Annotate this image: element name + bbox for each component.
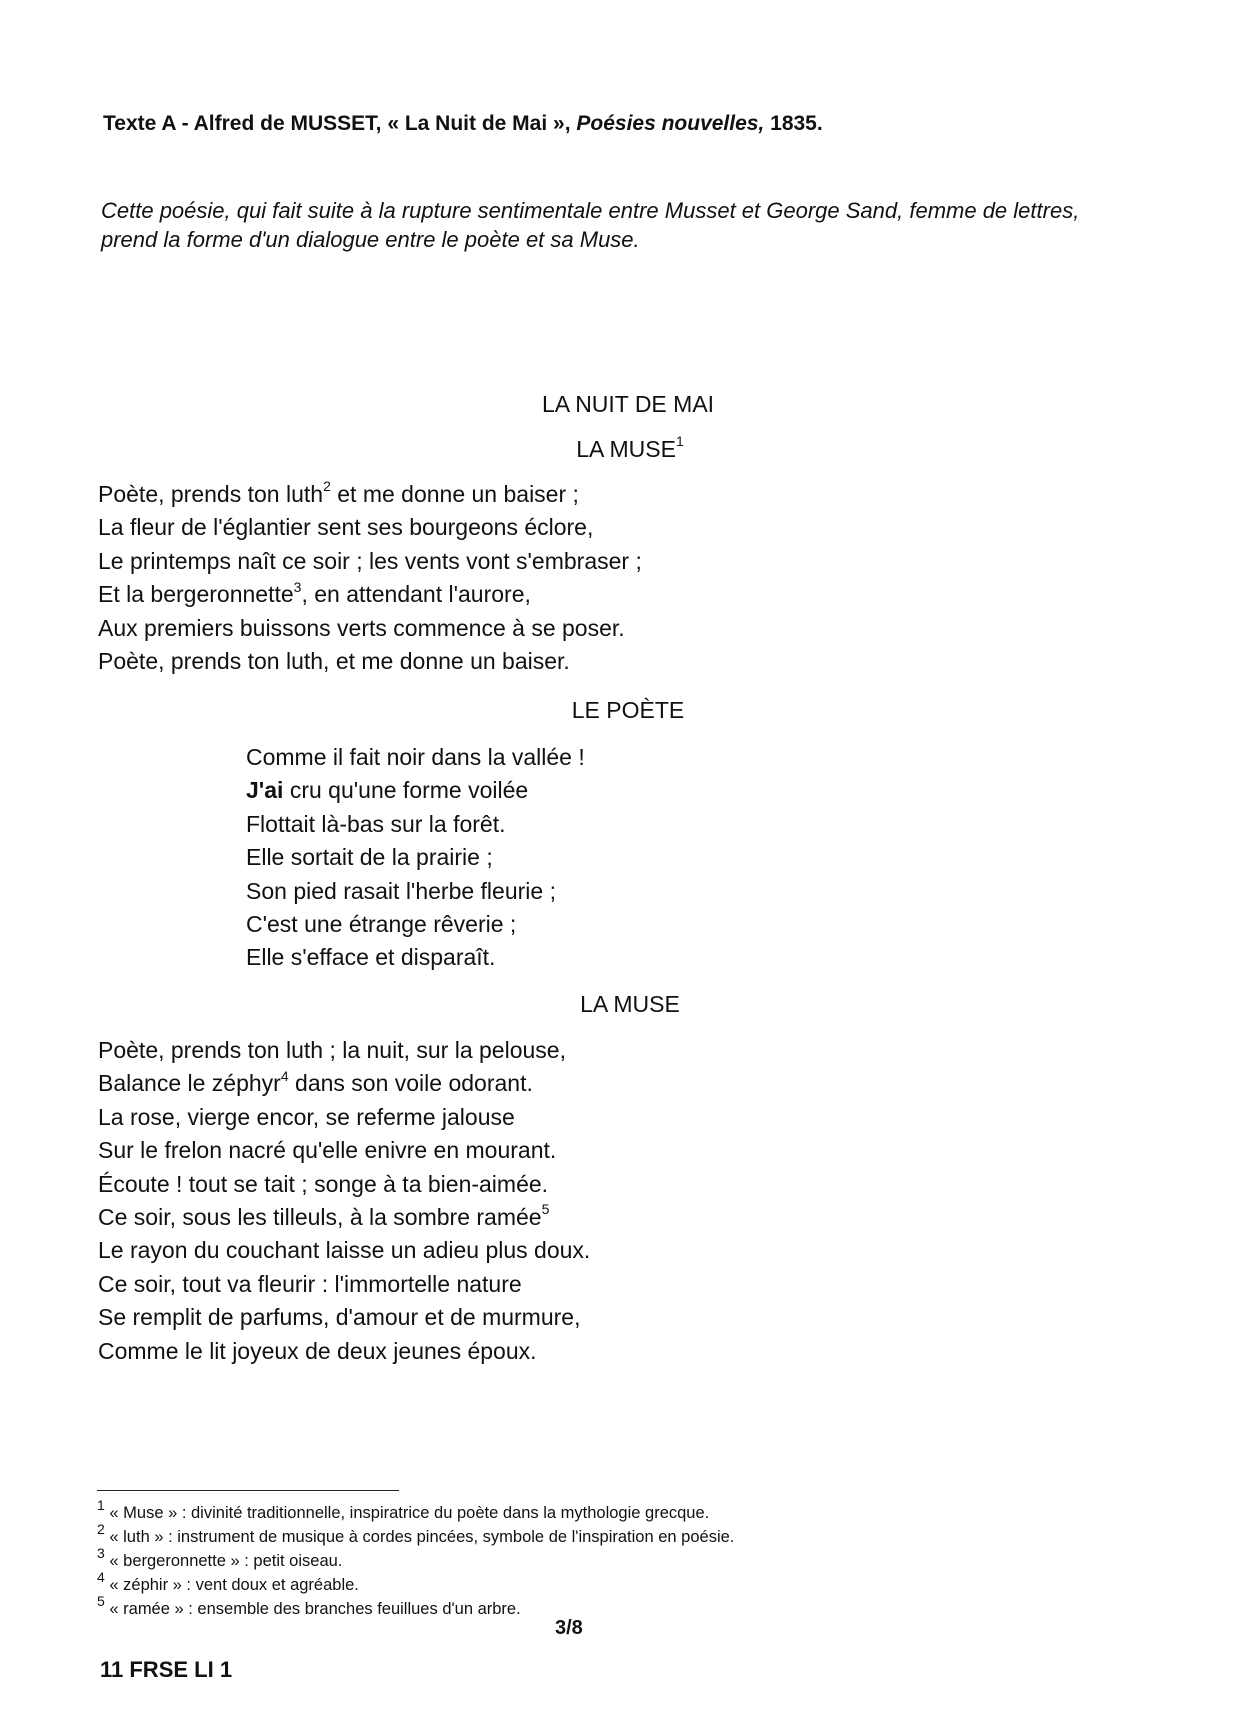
footnote-ref: 5 xyxy=(541,1201,550,1218)
footnote-ref: 3 xyxy=(293,578,302,595)
stanza-3 xyxy=(98,1034,590,1368)
verse-bold-word: J'ai xyxy=(246,777,284,804)
document-code: 11 FRSE LI 1 xyxy=(100,1657,233,1682)
verse-line: La rose, vierge encor, se referme jalouse xyxy=(98,1103,515,1130)
verse-line: Sur le frelon nacré qu'elle enivre en mourant. xyxy=(98,1137,557,1164)
verse-line: Se remplit de parfums, d'amour et de murmure, xyxy=(98,1304,581,1331)
verse-line: Comme il fait noir dans la vallée ! xyxy=(246,744,585,770)
verse-line: Poète, prends ton luth$^2$ et me donne un baiser ; xyxy=(98,478,579,507)
verse-line: La fleur de l'églantier sent ses bourgeons éclore, xyxy=(98,514,594,541)
verse-line: Balance le zéphyr$^4$ dans son voile odorant. xyxy=(98,1067,533,1097)
page-number: 3/8 xyxy=(555,1617,583,1639)
verse-line: Poète, prends ton luth, et me donne un baiser. xyxy=(98,648,570,675)
verse-line: Ce soir, tout va fleurir : l'immortelle nature xyxy=(98,1270,522,1297)
poem-title: LA NUIT DE MAI xyxy=(541,391,715,417)
footnotes xyxy=(97,1496,735,1621)
footnote-ref: 2 xyxy=(323,478,331,495)
verse-line: Son pied rasait l'herbe fleurie ; xyxy=(246,877,556,904)
footnote-ref: 4 xyxy=(280,1067,289,1084)
footnote: $^3$ « bergeronnette » : petit oiseau. xyxy=(97,1544,343,1570)
verse-line: Le printemps naît ce soir ; les vents vont s'embraser ; xyxy=(98,547,642,574)
verse-line: J'ai cru qu'une forme voilée xyxy=(246,777,529,804)
footnote: $^2$ « luth » : instrument de musique à cordes pincées, symbole de l'inspiration en poésie. xyxy=(97,1520,735,1546)
stanza-2 xyxy=(246,741,585,975)
verse-line: Écoute ! tout se tait ; songe à ta bien-aimée. xyxy=(98,1170,549,1197)
verse-line: Elle sortait de la prairie ; xyxy=(246,844,493,871)
verse-line: Le rayon du couchant laisse un adieu plus doux. xyxy=(98,1237,591,1264)
verse-line: Elle s'efface et disparaît. xyxy=(246,944,496,971)
footnote-divider xyxy=(97,1490,399,1491)
verse-line: Poète, prends ton luth ; la nuit, sur la pelouse, xyxy=(98,1037,566,1063)
speaker-le-poete: LE POÈTE xyxy=(571,697,685,723)
verse-line: Aux premiers buissons verts commence à se poser. xyxy=(98,614,625,641)
speaker-la-muse-1 xyxy=(6,433,1248,463)
intro-paragraph: Cette poésie, qui fait suite à la rupture sentimentale entre Musset et George Sand, femme de lettres, prend la forme d'un dialogue entre le poète et sa Muse. xyxy=(101,198,1080,252)
speaker-label: LA MUSE xyxy=(576,436,676,462)
verse-line: Et la bergeronnette$^3$, en attendant l'aurore, xyxy=(98,578,531,608)
verse-line: C'est une étrange rêverie ; xyxy=(246,911,517,938)
document-heading xyxy=(103,112,823,136)
verse-line: Ce soir, sous les tilleuls, à la sombre ramée$^5$ xyxy=(98,1201,550,1231)
footnote-ref: 1 xyxy=(675,433,684,450)
footnote: $^1$ « Muse » : divinité traditionnelle, inspiratrice du poète dans la mythologie grecque. xyxy=(97,1496,710,1522)
verse-line: Comme le lit joyeux de deux jeunes époux. xyxy=(98,1337,537,1364)
stanza-1 xyxy=(98,478,642,678)
verse-line: Flottait là-bas sur la forêt. xyxy=(246,810,506,837)
footnote: $^5$ « ramée » : ensemble des branches feuillues d'un arbre. xyxy=(97,1592,521,1618)
heading-year: 1835. xyxy=(764,112,823,135)
heading-prefix: Texte A - Alfred de MUSSET, « La Nuit de Mai », xyxy=(103,112,577,135)
speaker-la-muse-2: LA MUSE xyxy=(580,991,680,1017)
heading-book-title: Poésies nouvelles, xyxy=(576,112,765,135)
footnote: $^4$ « zéphir » : vent doux et agréable. xyxy=(97,1568,359,1594)
